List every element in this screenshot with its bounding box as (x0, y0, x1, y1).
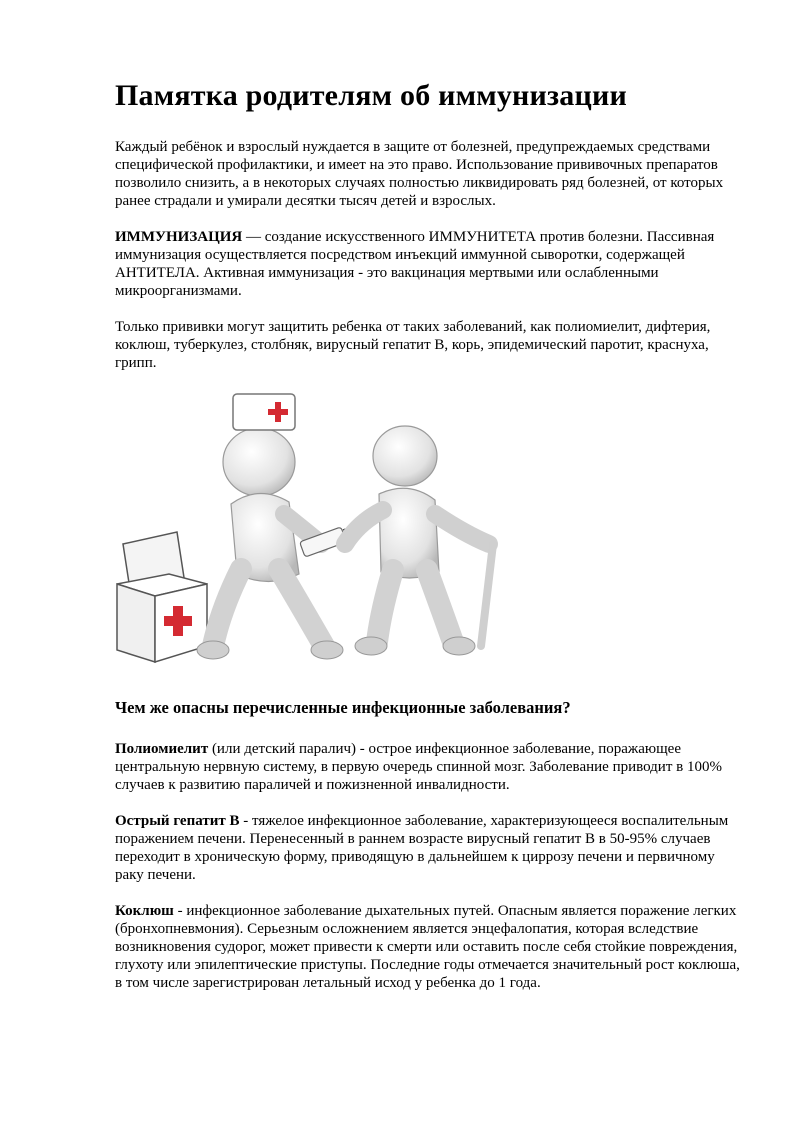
definition-text: — создание искусственного ИММУНИТЕТА против болезни. Пассивная иммунизация осуществляется посредством инъекций иммунной сыворотки, содержащей АНТИТЕЛА. Активная иммунизация - это вакцинация мертвыми или ослабленными микроорганизмами. (115, 229, 715, 299)
disease-text: (или детский паралич) - острое инфекционное заболевание, поражающее центральную нервную систему, в первую очередь спинной мозг. Заболевание приводит в 100% случаев к развитию параличей и пожизненной инвалидности. (115, 741, 722, 793)
disease-name: Острый гепатит В (115, 813, 240, 829)
disease-text: - тяжелое инфекционное заболевание, характеризующееся воспалительным поражением печени. Перенесенный в раннем возрасте вирусный гепатит В в 50-95% случаев переходит в хроническую форму, приводящую в дальнейшем к циррозу печени и первичному раку печени. (115, 813, 729, 883)
first-aid-box-icon (117, 532, 207, 662)
disease-name: Коклюш (115, 903, 174, 919)
intro-paragraph: Каждый ребёнок и взрослый нуждается в защите от болезней, предупреждаемых средствами специфической профилактики, и имеет на это право. Использование прививочных препаратов позволило снизить, а в некоторых случаях полностью ликвидировать ряд болезней, от которых ранее страдали и умирали десятки тысяч детей и взрослых. (115, 139, 724, 209)
disease-paragraph-hepatitis (115, 812, 745, 884)
section-heading: Чем же опасны перечисленные инфекционные заболевания? (115, 698, 571, 717)
disease-paragraph-polio (115, 740, 745, 794)
disease-text: - инфекционное заболевание дыхательных путей. Опасным является поражение легких (бронхопневмония). Серьезным осложнением является энцефалопатия, которая вследствие возникновения судорог, может привести к смерти или оставить после себя стойкие повреждения, глухоту или эпилептические приступы. Последние годы отмечается значительный рост коклюша, в том числе зарегистрирован летальный исход у ребенка до 1 года. (115, 903, 740, 991)
disease-name: Полиомиелит (115, 741, 209, 757)
definition-paragraph (115, 228, 745, 300)
vaccination-illustration (109, 384, 629, 684)
doctor-patient-illustration (109, 384, 629, 684)
document-page (115, 78, 745, 992)
doctor-figure-icon (197, 394, 343, 659)
page-title: Памятка родителям об иммунизации (115, 79, 627, 112)
vaccines-paragraph: Только прививки могут защитить ребенка от таких заболеваний, как полиомиелит, дифтерия, коклюш, туберкулез, столбняк, вирусный гепатит В, корь, эпидемический паротит, краснуха, грипп. (115, 319, 711, 371)
disease-paragraph-pertussis (115, 902, 745, 992)
patient-figure-icon (345, 426, 493, 655)
definition-term: ИММУНИЗАЦИЯ (115, 229, 243, 245)
